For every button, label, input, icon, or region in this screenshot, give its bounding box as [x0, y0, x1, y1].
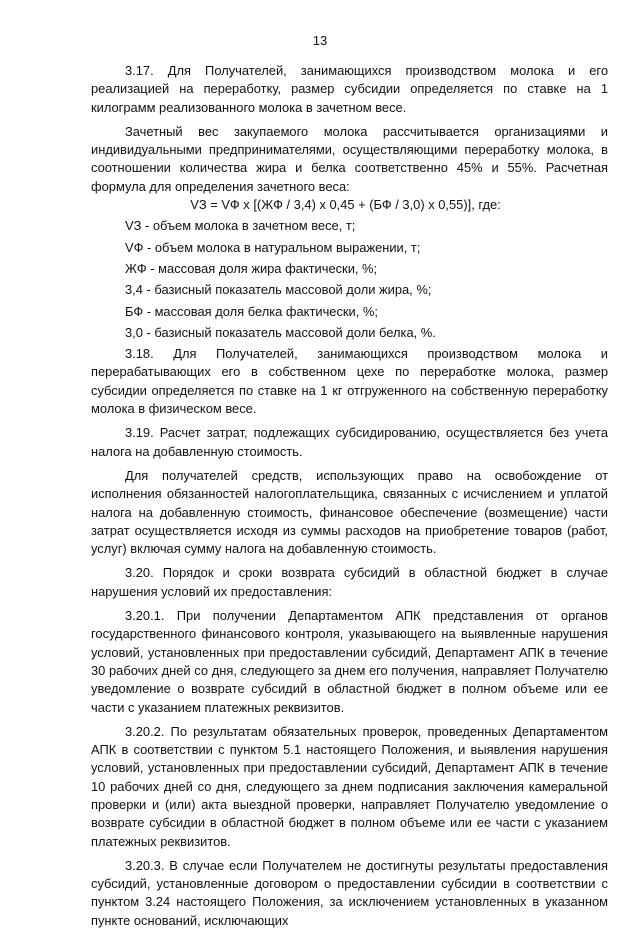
paragraph-3-20-2: 3.20.2. По результатам обязательных проверок, проведенных Департаментом АПК в соответствии с пунктом 5.1 настоящего Положения, и выявления нарушения условий, установленных при предоставлении субсидий, Департамент АПК в течение 10 рабочих дней со дня, следующего за днем подписания заключения камеральной проверки и (или) акта выездной проверки, направляет Получателю уведомление о возврате субсидии в областной бюджет в полном объеме или ее части с указанием платежных реквизитов. — [91, 723, 608, 849]
paragraph-3-17: 3.17. Для Получателей, занимающихся производством молока и его реализацией на переработку, размер субсидии определяется по ставке на 1 килограмм реализованного молока в зачетном весе. — [91, 63, 608, 115]
definition-item: VЗ - объем молока в зачетном весе, т; — [125, 218, 356, 234]
formula: VЗ = VФ x [(ЖФ / 3,4) x 0,45 + (БФ / 3,0) x 0,55)], где: — [190, 197, 501, 213]
paragraph-3-20: 3.20. Порядок и сроки возврата субсидий в областной бюджет в случае нарушения условий их предоставления: — [91, 565, 608, 599]
definition-item: ЖФ - массовая доля жира фактически, %; — [125, 260, 378, 276]
paragraph-3-18: 3.18. Для Получателей, занимающихся производством молока и перерабатывающих его в собственном цехе по переработке молока, размер субсидии определяется по ставке на 1 кг отгруженного на собственную переработку молока в физическом весе. — [91, 346, 608, 417]
paragraph-3-19: 3.19. Расчет затрат, подлежащих субсидированию, осуществляется без учета налога на добавленную стоимость. — [91, 425, 608, 459]
document-body — [91, 62, 608, 930]
definition-item: VФ - объем молока в натуральном выражении, т; — [125, 239, 421, 255]
definition-item: 3,4 - базисный показатель массовой доли жира, %; — [125, 282, 432, 298]
definition-item: БФ - массовая доля белка фактически, %; — [125, 303, 378, 319]
definition-item: 3,0 - базисный показатель массовой доли белка, %. — [125, 324, 436, 340]
page-number: 13 — [312, 33, 328, 48]
paragraph-3-20-3: 3.20.3. В случае если Получателем не достигнуты результаты предоставления субсидий, установленные договором о предоставлении субсидии в соответствии с пунктом 3.24 настоящего Положения, за исключением установленных в указанном пункте оснований, исключающих — [91, 857, 608, 928]
paragraph-3-19-vat: Для получателей средств, использующих право на освобождение от исполнения обязанностей налогоплательщика, связанных с исчислением и уплатой налога на добавленную стоимость, финансовое обеспечение (возмещение) части затрат осуществляется исходя из суммы расходов на приобретение товаров (работ, услуг) включая сумму налога на добавленную стоимость. — [91, 467, 608, 557]
paragraph-3-17-weight: Зачетный вес закупаемого молока рассчитывается организациями и индивидуальными предпринимателями, осуществляющими переработку молока, в соотношении количества жира и белка соответственно 45% и 55%. Расчетная формула для определения зачетного веса: — [91, 123, 608, 194]
paragraph-3-20-1: 3.20.1. При получении Департаментом АПК представления от органов государственного финансового контроля, указывающего на выявленные нарушения условий, установленных при предоставлении субсидий, Департамент АПК в течение 30 рабочих дней со дня, следующего за днем его получения, направляет Получателю уведомление о возврате субсидий в областной бюджет в полном объеме или ее части с указанием платежных реквизитов. — [91, 608, 608, 715]
